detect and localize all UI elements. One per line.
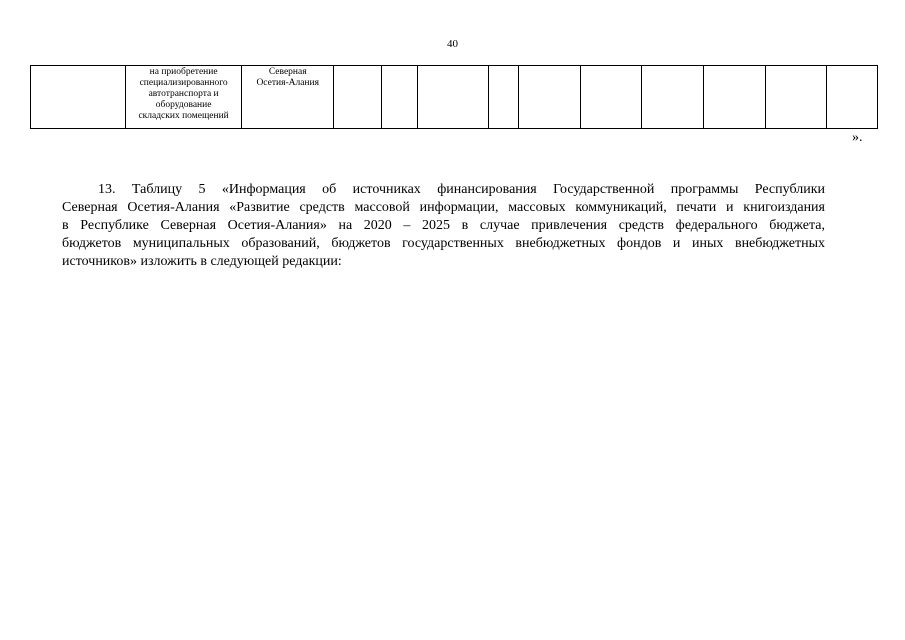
purpose-line: складских помещений — [138, 111, 229, 121]
table-cell-empty — [580, 66, 642, 129]
amendment-paragraph — [62, 181, 825, 271]
table-cell-empty — [381, 66, 417, 129]
page-number: 40 — [447, 38, 458, 50]
purpose-line: оборудование — [155, 100, 212, 110]
paragraph-line: в Республике Северная Осетия-Алания» на 2020 – 2025 в случае привлечения средств федерального бюджета, — [62, 218, 825, 233]
table-cell-empty — [31, 66, 126, 129]
paragraph-line: Северная Осетия-Алания «Развитие средств массовой информации, массовых коммуникаций, печати и книгоиздания — [62, 200, 825, 215]
region-line: Северная — [268, 67, 307, 77]
table-cell-empty — [765, 66, 827, 129]
table-row — [31, 66, 878, 129]
table-cell-empty — [827, 66, 878, 129]
table-cell-empty — [334, 66, 382, 129]
purpose-line: автотранспорта и — [148, 89, 219, 99]
table-cell-purpose — [126, 66, 242, 129]
paragraph-line: бюджетов муниципальных образований, бюджетов государственных внебюджетных фондов и иных внебюджетных — [62, 236, 825, 251]
table-cell-empty — [519, 66, 581, 129]
paragraph-line: 13. Таблицу 5 «Информация об источниках финансирования Государственной программы Республики — [98, 182, 825, 197]
paragraph-line: источников» изложить в следующей редакции: — [62, 254, 342, 269]
table-cell-empty — [488, 66, 518, 129]
continued-table — [30, 65, 878, 129]
region-line: Осетия-Алания — [256, 78, 319, 88]
closing-quote: ». — [852, 130, 863, 145]
table-cell-empty — [418, 66, 489, 129]
purpose-line: специализированного — [139, 78, 228, 88]
table-cell-empty — [704, 66, 766, 129]
table-cell-empty — [642, 66, 704, 129]
purpose-line: на приобретение — [149, 67, 218, 77]
table-cell-region — [242, 66, 334, 129]
